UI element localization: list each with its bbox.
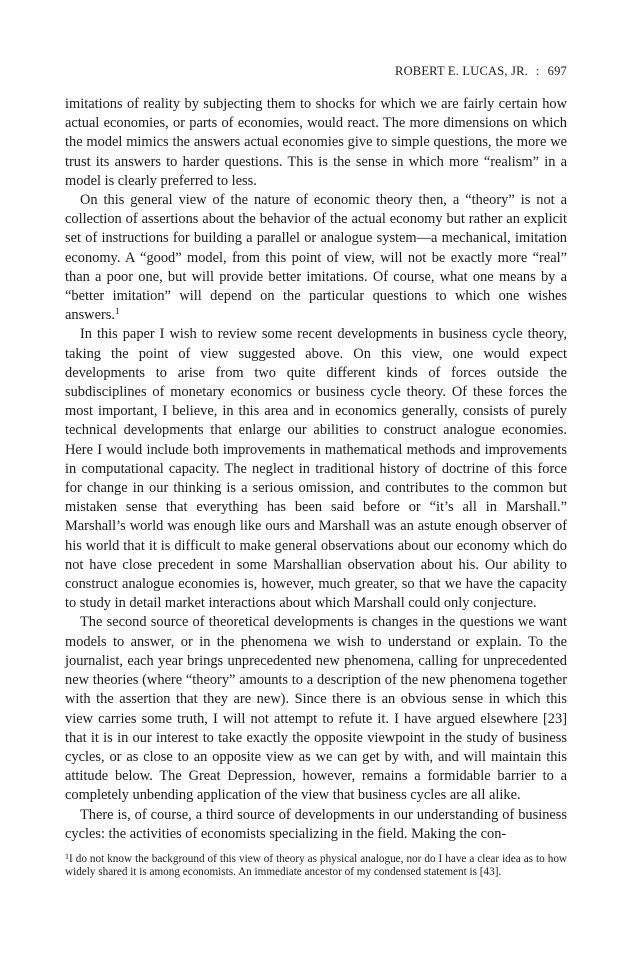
author-name: ROBERT E. LUCAS, JR. xyxy=(395,64,528,78)
header-separator: : xyxy=(535,64,540,78)
footnote-marker: 1 xyxy=(65,852,69,861)
footnote-text: I do not know the background of this view of theory as physical analogue, nor do I have a clear idea as to how widely shared it is among economists. An immediate ancestor of my condensed statement is [43]. xyxy=(65,853,567,878)
paragraph xyxy=(65,613,567,805)
page-number: 697 xyxy=(547,64,567,78)
body-text xyxy=(65,95,567,844)
running-head xyxy=(395,64,567,79)
paragraph xyxy=(65,95,567,191)
footnote xyxy=(65,853,567,879)
footnote-reference: 1 xyxy=(114,306,120,317)
paragraph xyxy=(65,191,567,325)
paragraph-text: In this paper I wish to review some recent developments in business cycle theory, taking the point of view suggested above. On this view, one would expect developments to arise from two quite different kinds of forces outside the subdisciplines of monetary economics or business cycle theory. Of these forces the most important, I believe, in this area and in economics generally, consists of purely technical developments that enlarge our abilities to construct analogue economies. Here I would include both improvements in mathematical methods and improvements in computational capacity. The neglect in traditional history of doctrine of this force for change in our thinking is a serious omission, and contributes to the common but mistaken sense that everything has been said before or “it’s all in Marshall.” Marshall’s world was enough like ours and Marshall was an astute enough observer of his world that it is difficult to make general observations about our economy which do not have close precedent in some Marshallian observation about his. Our ability to construct analogue economies is, however, much greater, so that we have the capacity to study in detail market interactions about which Marshall could only conjecture. xyxy=(65,326,567,612)
paragraph-text: There is, of course, a third source of developments in our understanding of business cycles: the activities of economists specializing in the field. Making the con- xyxy=(65,806,567,842)
paragraph-text: imitations of reality by subjecting them to shocks for which we are fairly certain how actual economies, or parts of economies, would react. The more dimensions on which the model mimics the answers actual economies give to simple questions, the more we trust its answers to harder questions. This is the sense in which more “realism” in a model is clearly preferred to less. xyxy=(65,96,567,189)
paragraph xyxy=(65,325,567,613)
paragraph-text: On this general view of the nature of economic theory then, a “theory” is not a collection of assertions about the behavior of the actual economy but rather an explicit set of instructions for building a parallel or analogue system—a mechanical, imitation economy. A “good” model, from this point of view, will not be exactly more “real” than a poor one, but will provide better imitations. Of course, what one means by a “better imitation” will depend on the particular questions to which one wishes answers. xyxy=(65,192,567,324)
paragraph xyxy=(65,806,567,844)
paragraph-text: The second source of theoretical developments is changes in the questions we want models to answer, or in the phenomena we wish to understand or explain. To the journalist, each year brings unprecedented new phenomena, calling for unprecedented new theories (where “theory” amounts to a description of the new phenomena together with the assertion that they are new). Since there is an obvious sense in which this view carries some truth, I will not attempt to refute it. I have argued elsewhere [23] that it is in our interest to take exactly the opposite viewpoint in the study of business cycles, or as close to an opposite view as we can get by with, and will maintain this attitude below. The Great Depression, however, remains a formidable barrier to a completely unbending application of the view that business cycles are all alike. xyxy=(65,614,567,804)
